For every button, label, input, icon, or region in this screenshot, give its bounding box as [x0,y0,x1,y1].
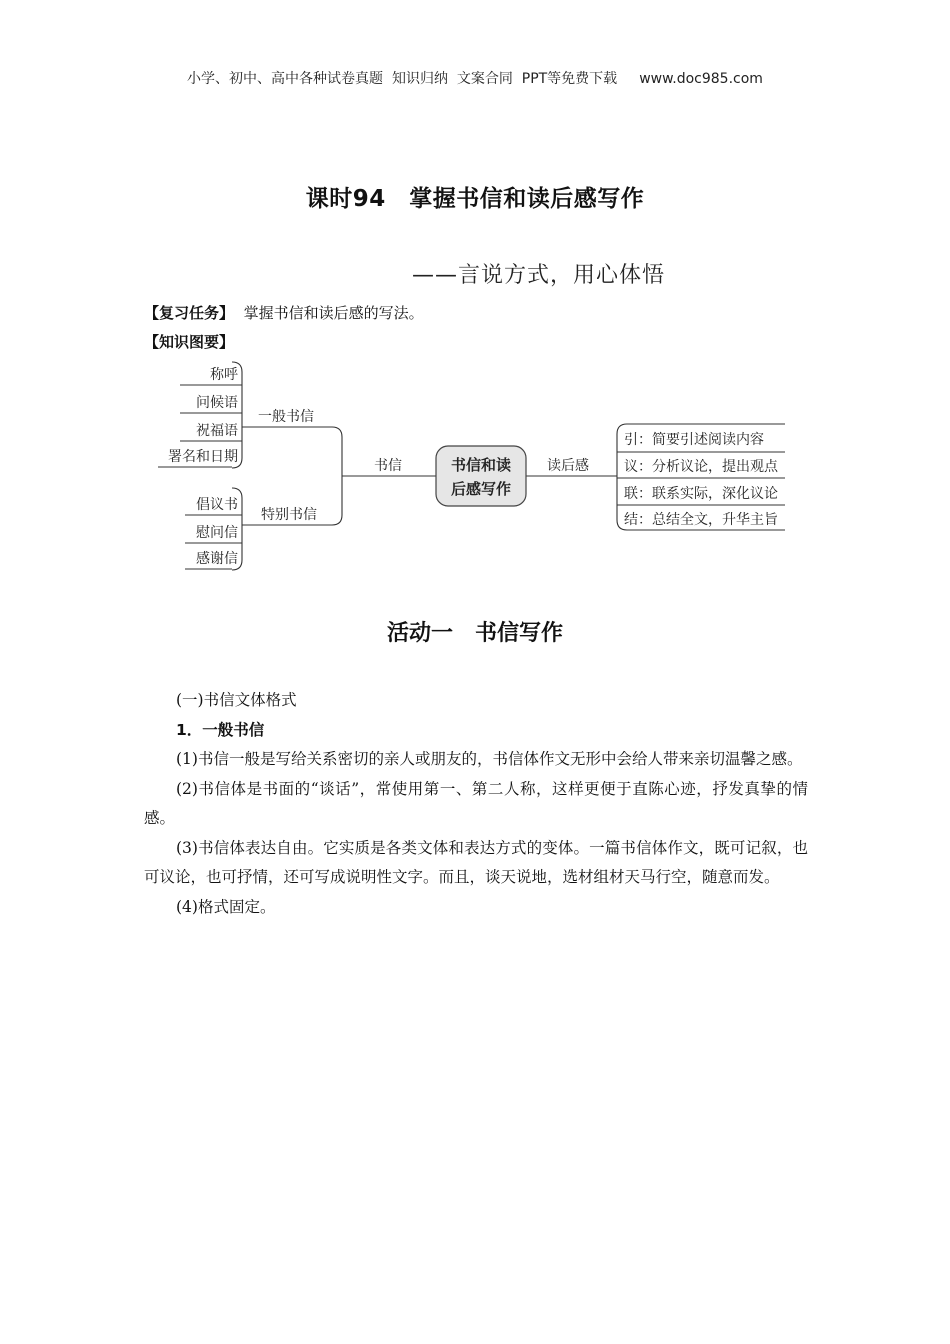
special-item: 倡议书 [196,497,238,513]
knowledge-map-label-text: 【知识图要】 [144,333,235,351]
center-node-line2: 后感写作 [450,480,512,498]
knowledge-mindmap [0,0,950,600]
center-node-line1: 书信和读 [450,456,512,474]
header-url[interactable]: www.doc985.com [639,71,763,87]
page-subtitle: ——言说方式，用心体悟 [412,263,666,288]
page-title: 课时94 掌握书信和读后感写作 [305,186,645,212]
activity-title: 活动一 书信写作 [386,621,563,646]
branch-special-letter: 特别书信 [261,507,317,523]
header-text: 小学、初中、高中各种试卷真题 知识归纳 文案合同 PPT等免费下载 [187,71,618,87]
section-heading: (一)书信文体格式 [176,691,297,709]
special-item: 感谢信 [196,551,238,567]
reading-item: 联：联系实际，深化议论 [624,486,778,502]
branch-general-letter: 一般书信 [258,409,314,425]
review-task-label: 【复习任务】 [144,304,235,322]
general-item: 祝福语 [196,423,238,439]
paragraph: (3)书信体表达自由。它实质是各类文体和表达方式的变体。一篇书信体作文，既可记叙，也可议论，也可抒情，还可写成说明性文字。而且，谈天说地，选材组材天马行空，随意而发。 [144,838,808,886]
general-item: 称呼 [210,367,238,383]
reading-item: 议：分析议论，提出观点 [624,459,778,475]
special-item: 慰问信 [196,525,238,541]
paragraph: (2)书信体是书面的“谈话”，常使用第一、第二人称，这样更便于直陈心迹，抒发真挚的情感。 [144,779,808,827]
branch-reading: 读后感 [547,458,589,474]
paragraph: (4)格式固定。 [176,897,276,916]
review-task-text: 掌握书信和读后感的写法。 [243,304,424,322]
reading-item: 结：总结全文，升华主旨 [624,512,778,528]
content-body [144,686,808,922]
branch-letter: 书信 [374,458,402,474]
sub-heading: 1．一般书信 [176,720,265,739]
general-item: 问候语 [196,395,238,411]
reading-item: 引：简要引述阅读内容 [624,432,764,448]
general-item: 署名和日期 [168,449,238,465]
paragraph: (1)书信一般是写给关系密切的亲人或朋友的，书信体作文无形中会给人带来亲切温馨之感。 [176,750,803,768]
